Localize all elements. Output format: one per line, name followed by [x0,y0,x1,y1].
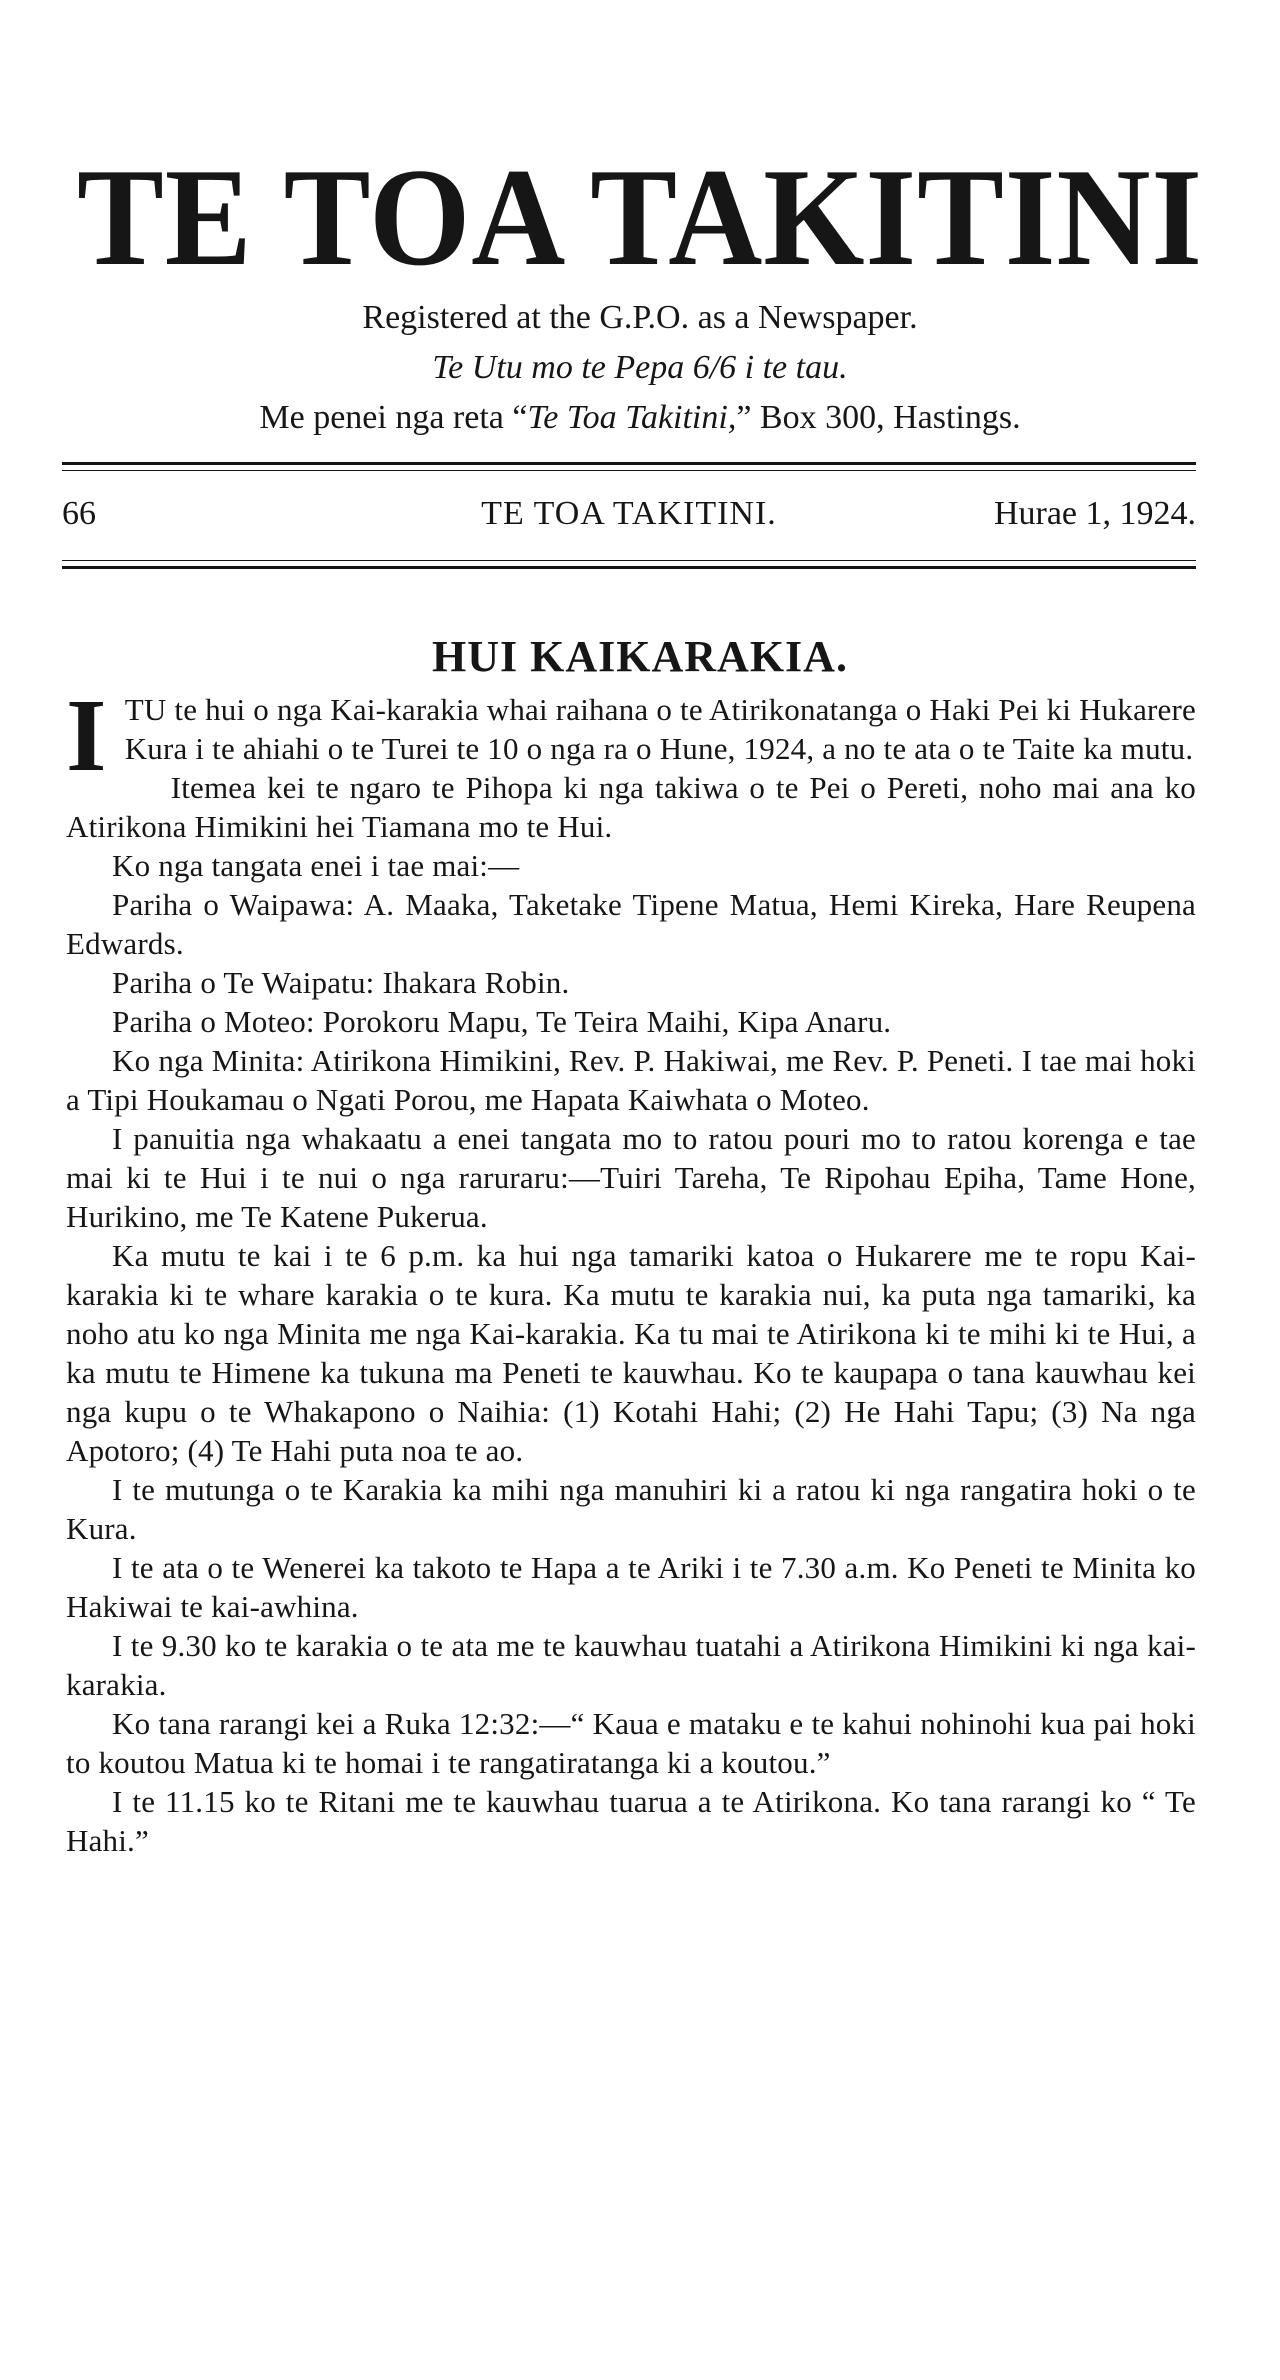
paragraph-1 [66,678,1196,793]
paragraph-6: Pariha o Moteo: Porokoru Mapu, Te Teira Maihi, Kipa Anaru. [112,1004,892,1039]
top-rule-thick [62,462,1196,465]
bottom-rule-thick [62,566,1196,569]
paragraph-8: I panuitia nga whakaatu a enei tangata mo to ratou pouri mo to ratou korenga e tae mai ki te Hui i te nui o nga raruraru:—Tuiri Tareha, Te Ripohau Epiha, Tame Hone, Hurikino, me Te Katene Pukerua. [66,1121,1196,1234]
paragraph-13: Ko tana rarangi kei a Ruka 12:32:—“ Kaua e mataku e te kahui nohinohi kua pai hoki to koutou Matua ki te homai i te rangatiratanga ki a koutou.” [66,1706,1196,1780]
top-rule-thin [62,470,1196,471]
address-prefix: Me penei nga reta “ [259,399,528,436]
subscription-price: Te Utu mo te Pepa 6/6 i te tau. [432,349,848,386]
paragraph-2: Itemea kei te ngaro te Pihopa ki nga takiwa o te Pei o Pereti, noho mai ana ko Atirikona Himikini hei Tiamana mo te Hui. [66,770,1196,844]
mailing-address [0,398,1280,438]
paragraph-3: Ko nga tangata enei i tae mai:— [112,848,520,883]
folio-line [62,492,1196,536]
paragraph-5: Pariha o Te Waipatu: Ihakara Robin. [112,965,570,1000]
address-paper-title: Te Toa Takitini, [527,399,737,436]
paragraph-9: Ka mutu te kai i te 6 p.m. ka hui nga tamariki katoa o Hukarere me te ropu Kai-karakia ki te whare karakia o te kura. Ka mutu te karakia nui, ka puta nga tamariki, ka noho atu ko nga Minita me nga Kai-karakia. Ka tu mai te Atirikona ki te mihi ki te Hui, a ka mutu te Himene ka tukuna ma Peneti te kauwhau. Ko te kaupapa o tana kauwhau kei nga kupu o te Whakapono o Naihia: (1) Kotahi Hahi; (2) He Hahi Tapu; (3) Na nga Apotoro; (4) Te Hahi puta noa te ao. [66,1238,1196,1468]
running-head: TE TOA TAKITINI. [481,495,777,532]
issue-date: Hurae 1, 1924. [993,495,1196,532]
article-body [66,678,1196,1860]
paragraph-4: Pariha o Waipawa: A. Maaka, Taketake Tipene Matua, Hemi Kireka, Hare Reupena Edwards. [66,887,1196,961]
paragraph-7: Ko nga Minita: Atirikona Himikini, Rev. P. Hakiwai, me Rev. P. Peneti. I tae mai hoki a Tipi Houkamau o Ngati Porou, me Hapata Kaiwhata o Moteo. [66,1043,1196,1117]
drop-cap: I [66,678,107,793]
article-headline: HUI KAIKARAKIA. [432,632,848,681]
paragraph-1-text: TU te hui o nga Kai-karakia whai raihana o te Atirikonatanga o Haki Pei ki Hukarere Kura i te ahiahi o te Turei te 10 o nga ra o Hune, 1924, a no te ata o te Taite ka mutu. [124,692,1196,766]
bottom-rule-thin [62,560,1196,561]
paragraph-11: I te ata o te Wenerei ka takoto te Hapa a te Ariki i te 7.30 a.m. Ko Peneti te Minita ko Hakiwai te kai-awhina. [66,1550,1196,1624]
address-suffix: ” Box 300, Hastings. [736,399,1021,436]
paragraph-10: I te mutunga o te Karakia ka mihi nga manuhiri ki a ratou ki nga rangatira hoki o te Kura. [66,1472,1196,1546]
masthead-title: TE TOA TAKITINI [77,140,1203,295]
paragraph-12: I te 9.30 ko te karakia o te ata me te kauwhau tuatahi a Atirikona Himikini ki nga kai-karakia. [66,1628,1196,1702]
page-number: 66 [62,495,96,532]
registration-notice: Registered at the G.P.O. as a Newspaper. [362,299,918,336]
paragraph-14: I te 11.15 ko te Ritani me te kauwhau tuarua a te Atirikona. Ko tana rarangi ko “ Te Hahi.” [66,1784,1196,1858]
